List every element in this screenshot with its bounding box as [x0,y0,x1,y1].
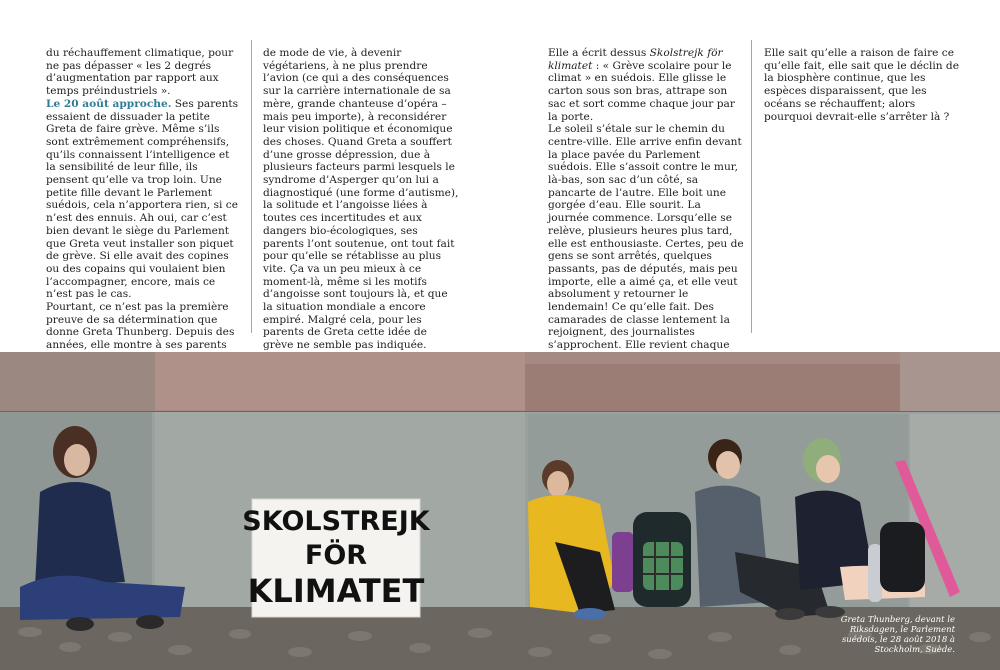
protest-sign [242,499,430,617]
granite-block [900,352,1000,412]
sign-line-2: FÖR [304,540,368,571]
water-bottle [868,544,882,602]
paragraph-text: Ses parents essaient de dissuader la petite Greta de faire grève. Même s’ils sont extrêmement compréhensifs, qu’ils connaissent l’intelligence et la sensibilité de leur fille, ils pensent qu’elle va trop loin. Une petite fille devant le Parlement suédois, cela n’apportera rien, si ce n’est des ennuis. Ah oui, car c’est bien devant le siège du Parlement que Greta veut installer son piquet de grève. Si elle avait des copines ou des copains qui voulaient bien l’accompagner, encore, mais ce n’est pas le cas. [46,97,239,301]
photo-caption: Greta Thunberg, devant le Riksdagen, le Parlement suédois, le 28 août 2018 à Stockholm, Suède. [840,615,955,655]
paragraph-text: Elle a écrit dessus [548,47,650,59]
text-column-4 [764,47,960,123]
paragraph-text: du réchauffement climatique, pour ne pas dépasser « les 2 degrés d’augmentation par rapport aux temps préindustriels ». [46,47,234,98]
paragraph-text: Elle sait qu’elle a raison de faire ce qu’elle fait, elle sait que le déclin de la biosphère continue, que les espèces disparaissent, que les océans se réchauffent; alors pourquoi devrait-elle s’arrêter là ? [764,47,959,123]
protest-photo [0,352,1000,670]
paragraph [46,47,242,98]
italic-title: Skolstrejk för klimatet [548,47,723,72]
sign-line-3: KLIMATET [247,572,425,610]
paragraph [548,47,744,123]
paragraph [46,98,242,301]
date-lead: Le 20 août approche. [46,97,172,110]
text-column-1 [46,47,242,403]
dark-bag [880,522,925,592]
paragraph-text: Le soleil s’étale sur le chemin du centre-ville. Elle arrive enfin devant la place pavée du Parlement suédois. Elle s’assoit contre le mur, là-bas, son sac d’un côté, sa pancarte de l’autre. Elle boit une gorgée d’eau. Elle sourit. La journée commence. Lorsqu’elle se relève, plusieurs heures plus tard, elle est enthousiaste. Certes, peu de gens se sont arrêtés, quelques passants, pas de députés, mais peu importe, elle a aimé ça, et elle veut absolument y retourner le lendemain! Ce qu’elle fait. Des camarades de classe lentement la rejoignent, des journalistes s’approchent. Elle revient chaque [548,123,744,352]
column-divider [751,40,752,333]
paragraph-text: Pourtant, ce n’est pas la première preuve de sa détermination que donne Greta Thunberg. Depuis des années, elle montre à ses parents [46,301,235,352]
paragraph [764,47,960,123]
granite-block [525,364,900,412]
column-divider [251,40,252,333]
sign-line-1: SKOLSTREJK [242,506,430,537]
purple-bag [612,532,634,592]
paragraph-text: de mode de vie, à devenir végétariens, à ne plus prendre l’avion (ce qui a des conséquences sur la carrière internationale de sa mère, grande chanteuse d’opéra – mais peu importe), à reconsidérer leur vision politique et économique des choses. Quand Greta a souffert d’une grosse dépression, due à plusieurs facteurs parmi lesquels le syndrome d’Asperger qu’on lui a diagnostiqué (une forme d’autisme), la solitude et l’angoisse liées à toutes ces incertitudes et aux dangers bio-écologiques, ses parents l’ont soutenue, ont tout fait pour qu’elle se rétablisse au plus vite. Ça va un peu mieux à ce moment-là, même si les motifs d’angoisse sont toujours là, et que la situation mondiale a encore empiré. Malgré cela, pour les parents de Greta cette idée de grève ne semble pas indiquée. [263,47,459,352]
paragraph-text: : « Grève scolaire pour le climat » en suédois. Elle glisse le carton sous son bras, attrape son sac et sort comme chaque jour par la porte. [548,59,735,123]
backpack [633,512,691,607]
paragraph [263,47,459,352]
granite-block [0,352,155,412]
granite-block [155,352,525,410]
